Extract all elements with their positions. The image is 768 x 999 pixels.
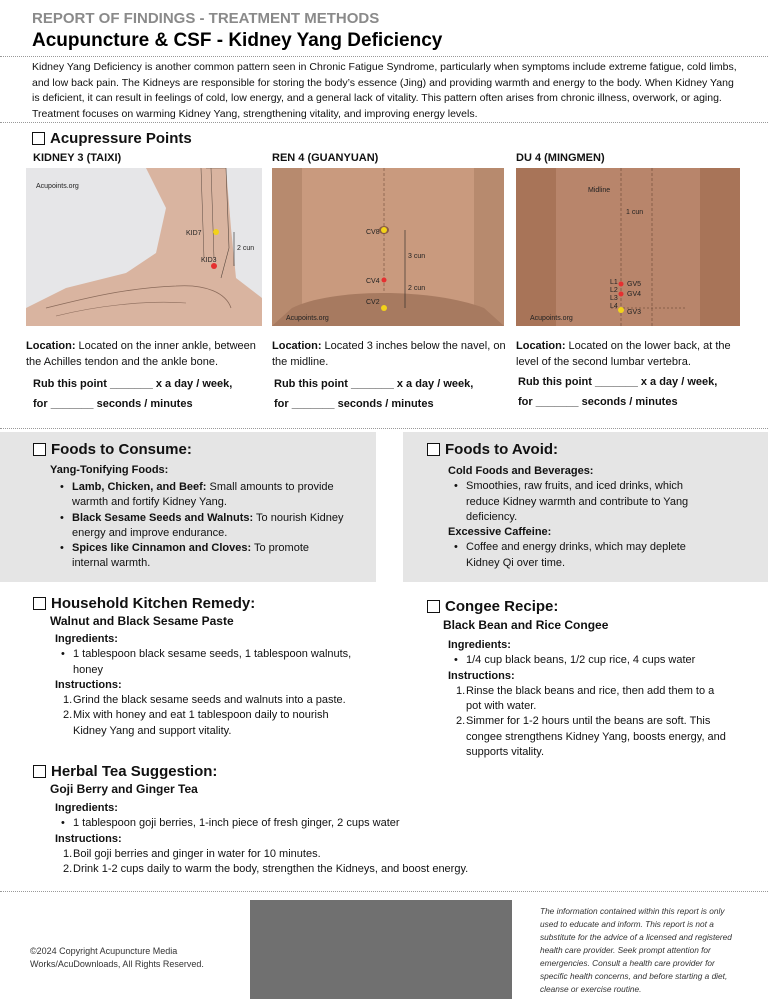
rub-instruction: Rub this point _______ x a day / week, xyxy=(33,378,233,390)
image-label: GV5 xyxy=(627,281,642,288)
rub-duration: for _______ seconds / minutes xyxy=(274,398,434,410)
checkbox[interactable] xyxy=(33,765,46,778)
watermark-text: Acupoints.org xyxy=(530,315,573,322)
image-label: L3 xyxy=(610,295,618,302)
image-label: GV4 xyxy=(627,291,642,298)
congee-recipe-body xyxy=(448,638,728,760)
image-label: KID7 xyxy=(186,230,202,237)
point-location-ren4: Location: Located 3 inches below the navel, on the midline. xyxy=(272,340,506,368)
checkbox[interactable] xyxy=(32,132,45,145)
disclaimer-text: The information contained within this report is only used to educate and inform. This report is not a substitute for the advice of a licensed and registered health care provider. Seek prompt attention for emergencies. Consult a health care provider for specific health concerns, and before starting a diet, cleanse or exercise routine. xyxy=(540,906,732,994)
divider xyxy=(0,56,768,57)
image-label: CV4 xyxy=(366,278,380,285)
checkbox[interactable] xyxy=(33,443,46,456)
section-title: Herbal Tea Suggestion: xyxy=(51,763,218,780)
section-title: Congee Recipe: xyxy=(445,598,559,615)
watermark-text: Acupoints.org xyxy=(36,183,79,190)
rub-instruction: Rub this point _______ x a day / week, xyxy=(518,376,718,388)
image-label: L1 xyxy=(610,279,618,286)
image-label: GV3 xyxy=(627,309,642,316)
instructions-label: Instructions: xyxy=(448,669,515,682)
point-location-du4: Location: Located on the lower back, at the level of the second lumbar vertebra. xyxy=(516,340,731,368)
abdomen-image xyxy=(272,168,504,326)
watermark-text: Acupoints.org xyxy=(286,315,329,322)
back-image xyxy=(516,168,740,326)
checkbox[interactable] xyxy=(427,443,440,456)
ingredients-label: Ingredients: xyxy=(55,633,118,645)
foods-avoid-heading xyxy=(427,441,558,458)
image-label: CV2 xyxy=(366,299,380,306)
section-title: Household Kitchen Remedy: xyxy=(51,595,256,612)
intro-paragraph: Kidney Yang Deficiency is another common pattern seen in Chronic Fatigue Syndrome, particularly when symptoms include extreme fatigue, cold limbs, and low back pain. The Kidneys are responsible for storing the body’s essence (Jing) and providing warmth and energy to the body. When Kidney Yang is deficient, it can result in feelings of cold, low energy, and a general lack of vitality. This pattern often arises from chronic illness, overwork, or aging. Treatment focuses on warming Kidney Yang, strengthening vitality, and improving energy levels. xyxy=(32,61,737,120)
list-item: • Smoothies, raw fruits, and iced drinks, which reduce Kidney warmth and contribute to Yang deficiency. xyxy=(448,479,718,525)
list-item: 1. Grind the black sesame seeds and walnuts into a paste. xyxy=(63,694,346,707)
image-label: 1 cun xyxy=(626,209,644,216)
instructions-label: Instructions: xyxy=(55,832,122,845)
rub-duration: for _______ seconds / minutes xyxy=(518,396,678,408)
acupressure-heading xyxy=(32,130,192,147)
tea-recipe-body xyxy=(55,801,515,877)
list-item: • 1/4 cup black beans, 1/2 cup rice, 4 cups water xyxy=(448,653,728,668)
image-label: 2 cun xyxy=(408,285,426,292)
congee-heading xyxy=(427,598,558,615)
herbal-tea-heading xyxy=(33,763,217,780)
foods-avoid-list xyxy=(448,464,718,571)
footer-logo-box xyxy=(250,900,512,999)
divider xyxy=(0,891,768,892)
copyright-text: ©2024 Copyright Acupuncture Media Works/AcuDownloads, All Rights Reserved. xyxy=(30,946,204,969)
ingredients-label: Ingredients: xyxy=(55,802,118,814)
image-label: L2 xyxy=(610,287,618,294)
list-item: • 1 tablespoon black sesame seeds, 1 tablespoon walnuts, honey xyxy=(55,647,355,678)
recipe-name: Walnut and Black Sesame Paste xyxy=(50,614,234,628)
kitchen-recipe-body xyxy=(55,632,355,739)
divider xyxy=(0,122,768,123)
list-item: 2. Simmer for 1-2 hours until the beans are soft. This congee strengthens Kidney Yang, boosts energy, and supports vitality. xyxy=(456,715,726,759)
kitchen-remedy-heading xyxy=(33,595,255,612)
list-item: • 1 tablespoon goji berries, 1-inch piece of fresh ginger, 2 cups water xyxy=(55,816,515,831)
foods-consume-heading xyxy=(33,441,192,458)
recipe-name: Black Bean and Rice Congee xyxy=(443,618,609,632)
foods-consume-subheading: Yang-Tonifying Foods: xyxy=(50,464,169,476)
section-title: Foods to Consume: xyxy=(51,441,192,458)
list-item: 2. Mix with honey and eat 1 tablespoon daily to nourish Kidney Yang and support vitality. xyxy=(63,709,329,737)
image-label: CV8 xyxy=(366,229,380,236)
list-item: • Lamb, Chicken, and Beef: Small amounts to provide warmth and fortify Kidney Yang. xyxy=(54,480,344,511)
image-label: 2 cun xyxy=(237,245,255,252)
divider xyxy=(0,428,768,429)
recipe-name: Goji Berry and Ginger Tea xyxy=(50,782,198,796)
image-label: 3 cun xyxy=(408,253,426,260)
ingredients-label: Ingredients: xyxy=(448,639,511,651)
report-title: REPORT OF FINDINGS - TREATMENT METHODS xyxy=(32,10,380,27)
list-subheading: Cold Foods and Beverages: xyxy=(448,465,594,477)
section-title: Foods to Avoid: xyxy=(445,441,559,458)
image-label: L4 xyxy=(610,303,618,310)
point-title-kid3: KIDNEY 3 (TAIXI) xyxy=(33,152,122,164)
point-location-kid3: Location: Located on the inner ankle, between the Achilles tendon and the ankle bone. xyxy=(26,340,256,368)
rub-duration: for _______ seconds / minutes xyxy=(33,398,193,410)
checkbox[interactable] xyxy=(427,600,440,613)
image-label: Midline xyxy=(588,187,611,194)
list-item: • Spices like Cinnamon and Cloves: To promote internal warmth. xyxy=(54,541,344,572)
checkbox[interactable] xyxy=(33,597,46,610)
list-subheading: Excessive Caffeine: xyxy=(448,526,552,539)
point-title-ren4: REN 4 (GUANYUAN) xyxy=(272,152,379,164)
instructions-label: Instructions: xyxy=(55,678,122,691)
section-title: Acupressure Points xyxy=(50,130,192,147)
list-item: 1. Rinse the black beans and rice, then add them to a pot with water. xyxy=(456,684,715,713)
rub-instruction: Rub this point _______ x a day / week, xyxy=(274,378,474,390)
page-title: Acupuncture & CSF - Kidney Yang Deficiency xyxy=(32,30,443,51)
list-item: • Coffee and energy drinks, which may deplete Kidney Qi over time. xyxy=(448,540,718,571)
list-item: • Black Sesame Seeds and Walnuts: To nourish Kidney energy and improve endurance. xyxy=(54,511,344,542)
image-label: KID3 xyxy=(201,257,217,264)
point-title-du4: DU 4 (MINGMEN) xyxy=(516,152,605,164)
foods-consume-list xyxy=(54,480,344,572)
list-item: 1. Boil goji berries and ginger in water for 10 minutes. xyxy=(63,847,321,860)
ankle-image xyxy=(26,168,262,326)
list-item: 2. Drink 1-2 cups daily to warm the body, strengthen the Kidneys, and boost energy. xyxy=(63,863,469,876)
